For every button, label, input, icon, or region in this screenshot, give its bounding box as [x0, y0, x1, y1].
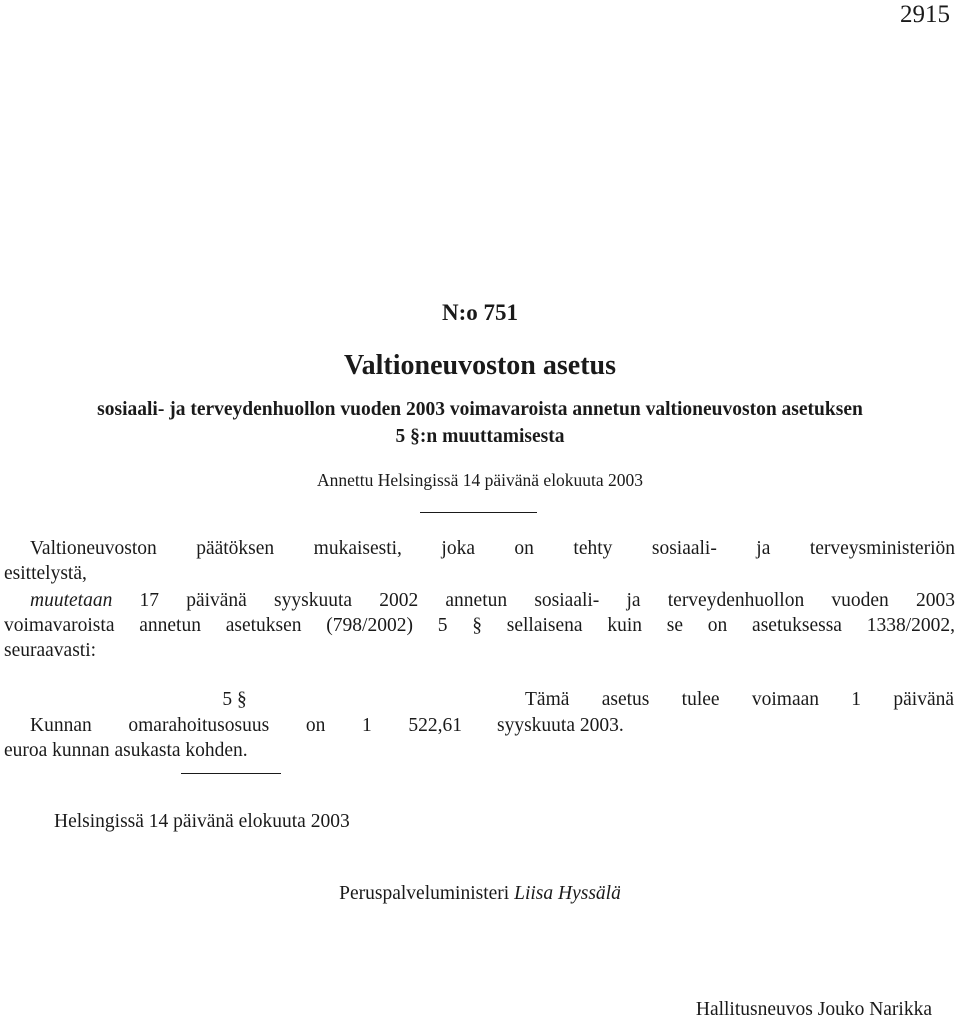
given-date-line: Annettu Helsingissä 14 päivänä elokuuta 2003	[316, 470, 644, 490]
preamble-line-1: Valtioneuvoston päätöksen mukaisesti, joka on tehty sosiaali- ja terveysministeriön	[30, 538, 955, 559]
place-and-date: Helsingissä 14 päivänä elokuuta 2003	[54, 811, 350, 832]
section-divider	[181, 773, 281, 774]
preamble-line-3-text: 17 päivänä syyskuuta 2002 annetun sosiaali- ja terveydenhuollon vuoden 2003	[112, 590, 955, 611]
subtitle-line-2: 5 §:n muuttamisesta	[395, 426, 565, 447]
minister-name: Liisa Hyssälä	[514, 883, 621, 904]
amend-keyword: muutetaan	[30, 590, 113, 611]
section-text-line-1: Kunnan omarahoitusosuus on 1 522,61	[30, 715, 462, 736]
title-divider	[420, 512, 537, 513]
preamble-line-3	[30, 588, 955, 614]
entry-into-force-line-1: Tämä asetus tulee voimaan 1 päivänä	[525, 689, 954, 710]
preamble-line-4: voimavaroista annetun asetuksen (798/2002) 5 § sellaisena kuin se on asetuksessa 1338/2002,	[4, 615, 955, 636]
section-heading: 5 §	[222, 689, 247, 710]
preamble-line-5: seuraavasti:	[4, 640, 97, 661]
section-text-line-2: euroa kunnan asukasta kohden.	[4, 740, 248, 761]
entry-into-force-line-2: syyskuuta 2003.	[497, 715, 624, 736]
act-title: Valtioneuvoston asetus	[343, 350, 616, 381]
minister-signature	[0, 881, 960, 907]
subtitle-line-1: sosiaali- ja terveydenhuollon vuoden 2003 voimavaroista annetun valtioneuvoston asetuksen	[97, 399, 863, 420]
page-number: 2915	[900, 1, 950, 28]
preamble-line-2: esittelystä,	[4, 563, 87, 584]
act-number: N:o 751	[441, 300, 519, 325]
counsellor-signature: Hallitusneuvos Jouko Narikka	[695, 999, 932, 1020]
minister-title: Peruspalveluministeri	[339, 883, 510, 904]
